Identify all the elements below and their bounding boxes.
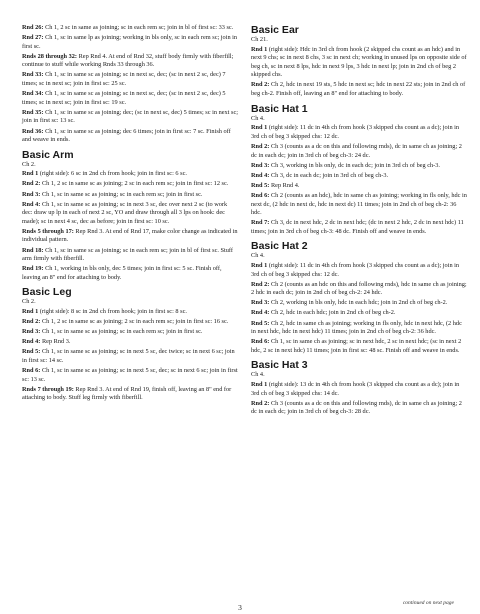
- round-text: Ch 3 (counts as a dc on this and following rnds), dc in same ch as joining; 2 dc in each dc; join in 3rd ch of beg ch-3: 28 dc.: [251, 399, 462, 416]
- round-text: Ch 1, sc in same sc as joining; sc in next 3 sc, dec over next 2 sc (to work dec: draw up lp in each of next 2 sc, YO and draw through all 3 lps on hook: dec made); sc in next 4 sc, dec as before; join in first sc: 10 sc.: [22, 200, 228, 225]
- instruction-row: [22, 247, 238, 264]
- round-label: Rnd 3:: [251, 161, 270, 169]
- instruction-row: [251, 46, 467, 80]
- section-heading-hat1: Basic Hat 1: [251, 102, 308, 115]
- round-label: Rnd 18:: [22, 246, 44, 254]
- round-label: Rnd 36:: [22, 127, 44, 135]
- instruction-row: [22, 386, 238, 403]
- round-text: Ch 1, sc in same sc as joining; dec 6 times; join in first sc: 7 sc. Finish off and weave in ends.: [22, 127, 231, 144]
- section-heading-leg: Basic Leg: [22, 286, 72, 299]
- instruction-row: [22, 90, 238, 107]
- section-heading-hat3: Basic Hat 3: [251, 359, 308, 372]
- right-column: [251, 24, 467, 418]
- section-heading-ear: Basic Ear: [251, 24, 299, 36]
- round-text: (right side): 11 dc in 4th ch from hook (3 skipped chs count as a dc); join in 3rd ch of beg 3 skipped chs: 12 dc.: [251, 124, 460, 140]
- instruction-row: [22, 228, 238, 245]
- round-label: Rnd 2:: [251, 280, 270, 288]
- round-text: Ch 1, 2 sc in same as joining; sc in each rem sc; join in bl of first sc: 33 sc.: [43, 24, 234, 31]
- round-text: Ch 1, sc in same sc as joining; sc in next sc, dec; (sc in next 2 sc, dec) 7 times; sc in next sc; join in first sc: 25 sc.: [22, 71, 226, 88]
- round-label: Rnd 26:: [22, 24, 44, 31]
- instruction-row: [22, 128, 238, 145]
- round-label: Rnd 6:: [22, 367, 41, 375]
- instruction-row: [22, 71, 238, 88]
- continued-note: continued on next page: [402, 600, 454, 606]
- round-text: Ch 1, sc in same sc as joining; sc in each rem sc; join in first sc.: [40, 328, 203, 336]
- instruction-row: [251, 81, 467, 98]
- round-text: Ch 1, sc in same sc as joining; sc in next 5 sc, dec; sc in next 6 sc; join in first sc: 13 sc.: [22, 367, 238, 383]
- instruction-row: [22, 348, 238, 365]
- round-text: Ch 3, dc in each dc; join in 3rd ch of beg ch-3.: [269, 171, 389, 179]
- round-text: Ch 3, working in bls only, dc in each dc; join in 3rd ch of beg ch-3.: [269, 161, 440, 169]
- instruction-row: [22, 265, 238, 282]
- round-label: Rnd 19:: [22, 265, 44, 273]
- round-text: Ch 1, working in bls only, dec 5 times; join in first sc: 5 sc. Finish off, leaving an 8" end for attaching to body.: [22, 265, 222, 281]
- round-label: Rnd 35:: [22, 108, 44, 116]
- round-text: Ch 1, sc in same ch as joining; sc in next hdc, 2 sc in next hdc; (sc in next 2 hdc, 2 sc in next hdc) 11 times; join in first sc: 48 sc. Finish off and weave in ends.: [251, 338, 462, 354]
- round-label: Rnd 2:: [22, 318, 41, 326]
- round-label: Rnd 3:: [22, 190, 41, 198]
- round-text: Rep Rnd 3. At end of Rnd 17, make color change as indicated in individual pattern.: [22, 227, 238, 244]
- round-label: Rnd 27:: [22, 34, 44, 42]
- round-label: Rnd 33:: [22, 71, 44, 79]
- round-label: Rnd 4:: [251, 171, 270, 179]
- section-start-chain: Ch 2.: [22, 298, 36, 306]
- round-text: Ch 1, sc in same sc as joining; dec; (sc in next sc, dec) 5 times; sc in next sc; join in first sc: 13 sc.: [22, 108, 238, 125]
- section-start-chain: Ch 4.: [251, 252, 265, 260]
- round-label: Rnd 1: [251, 45, 268, 53]
- round-label: Rnd 4:: [251, 309, 270, 317]
- instruction-row: [22, 24, 238, 33]
- round-text: (right side): 8 sc in 2nd ch from hook; join in first sc: 8 sc.: [38, 308, 187, 316]
- round-text: Ch 1, sc in same lp as joining; working in bls only, sc in each rem sc; join in first sc.: [22, 34, 238, 50]
- instruction-row: [22, 338, 238, 347]
- round-label: Rnd 4:: [22, 338, 41, 346]
- round-text: Rep Rnd 3. At end of Rnd 19, finish off, leaving an 8" end for attaching to body. Stuff leg firmly with fiberfill.: [22, 385, 232, 402]
- round-label: Rnd 7:: [251, 219, 270, 227]
- instruction-row: [22, 318, 238, 327]
- round-label: Rnd 1: [22, 308, 39, 316]
- round-text: Ch 2 (counts as an hdc), hdc in same ch as joining; working in fls only, hdc in next dc, (2 hdc in next dc, hdc in next dc) 11 times; join in 2nd ch of beg ch-2: 36 hdc.: [251, 191, 467, 217]
- round-text: Ch 1, 2 sc in same sc as joining; 2 sc in each rem sc; join in first sc: 12 sc.: [40, 180, 229, 188]
- round-text: (right side): Hdc in 3rd ch from hook (2 skipped chs count as an hdc) and in next 9 chs; sc in next 8 chs, 3 sc in next ch; working in unused lps on opposite side of beg ch, sc in next 8 lps, hdc in next 9 lps, 3 hdc in next lp; join in 2nd ch of beg 2 skipped chs.: [251, 45, 467, 79]
- left-column: [22, 24, 238, 404]
- instruction-row: [251, 338, 467, 355]
- round-text: Ch 2, hdc in each hdc; join in 2nd ch of beg ch-2.: [269, 309, 396, 317]
- instruction-row: [251, 124, 467, 141]
- round-label: Rnd 6:: [251, 191, 270, 199]
- round-text: Ch 2, hdc in same ch as joining; working in fls only, hdc in next hdc, (2 hdc in next hdc, hdc in next hdc) 11 times; join in 2nd ch of beg ch-2: 36 hdc.: [251, 319, 462, 336]
- round-label: Rnd 2:: [251, 81, 270, 89]
- round-text: Ch 3, dc in next hdc, 2 dc in next hdc; (dc in next 2 hdc, 2 dc in next hdc) 11 times; join in 3rd ch of beg ch-3: 48 dc. Finish off and weave in ends.: [251, 219, 464, 235]
- round-label: Rnd 2:: [251, 142, 270, 150]
- instruction-row: [22, 53, 238, 70]
- round-label: Rnd 1: [251, 381, 268, 388]
- instruction-row: [22, 328, 238, 337]
- round-label: Rnd 2:: [251, 399, 270, 407]
- round-text: (right side): 13 dc in 4th ch from hook (3 skipped chs count as a dc); join in 3rd ch of beg 3 skipped chs: 14 dc.: [251, 381, 460, 397]
- round-label: Rnd 5:: [251, 181, 270, 189]
- section-heading-arm: Basic Arm: [22, 148, 74, 161]
- round-text: Ch 2, hdc in next 19 sts, 5 hdc in next sc; hdc in next 22 sts; join in 2nd ch of beg ch-2. Finish off, leaving an 8" end for attaching to body.: [251, 81, 466, 98]
- round-text: (right side): 11 dc in 4th ch from hook (3 skipped chs count as a dc); join in 3rd ch of beg 3 skipped chs: 12 dc.: [251, 261, 460, 278]
- instruction-row: [251, 172, 467, 181]
- round-label: Rnd 5:: [251, 319, 270, 327]
- section-start-chain: Ch 21.: [251, 36, 268, 43]
- round-text: Ch 1, 2 sc in same sc as joining; 2 sc in each rem sc; join in first sc: 16 sc.: [40, 318, 229, 326]
- round-text: Rep Rnd 3.: [40, 338, 71, 346]
- round-label: Rnd 1: [22, 170, 39, 178]
- round-label: Rnds 28 through 32:: [22, 52, 77, 60]
- round-label: Rnd 2:: [22, 180, 41, 188]
- instruction-row: [22, 180, 238, 189]
- round-text: Ch 3 (counts as a dc on this and following rnds), dc in same ch as joining; 2 dc in each dc; join in 3rd ch of beg ch-3: 24 dc.: [251, 142, 462, 159]
- instruction-row: [251, 143, 467, 160]
- instruction-row: [22, 201, 238, 227]
- section-start-chain: Ch 4.: [251, 371, 265, 379]
- instruction-row: [22, 34, 238, 51]
- section-start-chain: Ch 2.: [22, 160, 36, 168]
- round-text: Ch 1, sc in same sc as joining; sc in next sc, dec; (sc in next 2 sc, dec) 5 times; sc in next sc; join in first sc: 19 sc.: [22, 90, 226, 106]
- round-label: Rnd 1: [251, 124, 268, 132]
- instruction-row: [251, 262, 467, 279]
- instruction-row: [251, 400, 467, 417]
- instruction-row: [22, 367, 238, 384]
- instruction-row: [251, 219, 467, 236]
- instruction-row: [251, 309, 467, 318]
- instruction-row: [251, 299, 467, 308]
- round-text: Rep Rnd 4. At end of Rnd 32, stuff body firmly with fiberfill; continue to stuff while working Rnds 33 through 36.: [22, 52, 234, 69]
- round-label: Rnd 1: [251, 261, 268, 269]
- round-label: Rnd 4:: [22, 200, 41, 208]
- page-number: 3: [238, 603, 242, 612]
- round-text: Ch 1, sc in same sc as joining; sc in each rem sc; join in bl of first sc. Stuff arm firmly with fiberfill.: [22, 246, 233, 263]
- instruction-row: [22, 170, 238, 179]
- instruction-row: [22, 109, 238, 126]
- round-text: Ch 1, sc in same sc as joining; sc in each rem sc; join in first sc.: [40, 190, 203, 198]
- instruction-row: [251, 320, 467, 337]
- instruction-row: [22, 191, 238, 200]
- round-label: Rnd 34:: [22, 90, 44, 98]
- round-label: Rnds 5 through 17:: [22, 227, 74, 235]
- instruction-row: [22, 308, 238, 317]
- round-label: Rnd 3:: [22, 328, 41, 336]
- round-label: Rnds 7 through 19:: [22, 385, 74, 393]
- round-text: Rep Rnd 4.: [269, 181, 300, 189]
- round-label: Rnd 6:: [251, 338, 270, 346]
- round-text: (right side): 6 sc in 2nd ch from hook; join in first sc: 6 sc.: [38, 170, 187, 178]
- round-label: Rnd 5:: [22, 348, 41, 356]
- round-text: Ch 2, working in bls only, hdc in each hdc; join in 2nd ch of beg ch-2.: [269, 299, 448, 307]
- instruction-row: [251, 281, 467, 298]
- round-label: Rnd 3:: [251, 299, 270, 307]
- instruction-row: [251, 182, 467, 191]
- round-text: Ch 1, sc in same sc as joining; sc in next 5 sc, dec twice; sc in next 6 sc; join in first sc: 14 sc.: [22, 348, 235, 364]
- round-text: Ch 2 (counts as an hdc on this and following rnds), hdc in same ch as joining; 2 hdc in each dc; join in 2nd ch of beg ch-2: 24 hdc.: [251, 280, 467, 297]
- section-start-chain: Ch 4.: [251, 114, 265, 122]
- instruction-row: [251, 162, 467, 171]
- instruction-row: [251, 192, 467, 218]
- instruction-row: [251, 381, 467, 398]
- section-heading-hat2: Basic Hat 2: [251, 240, 308, 253]
